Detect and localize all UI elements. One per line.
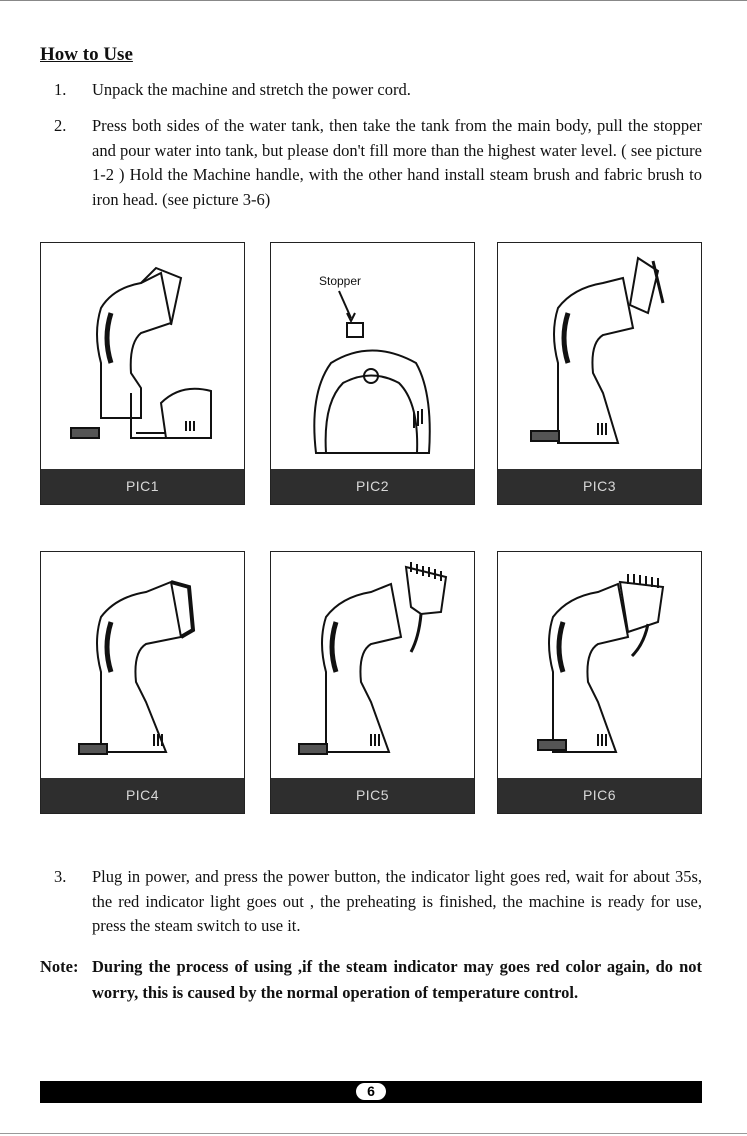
picture-caption: PIC4 bbox=[41, 778, 244, 813]
picture-4 bbox=[40, 551, 245, 814]
picture-3 bbox=[497, 242, 702, 505]
picture-6 bbox=[497, 551, 702, 814]
steamer-fabric-brush-illustration bbox=[41, 552, 244, 778]
steamer-steam-brush-illustration bbox=[271, 552, 474, 778]
page-number: 6 bbox=[356, 1083, 386, 1100]
step-number: 2. bbox=[54, 116, 67, 135]
step-3 bbox=[40, 865, 702, 939]
picture-caption: PIC1 bbox=[41, 469, 244, 504]
note-text: During the process of using ,if the steam indicator may goes red color again, do not worry, this is caused by the normal operation of temperature control. bbox=[92, 957, 702, 1002]
step-text: Plug in power, and press the power button, the indicator light goes red, wait for about 35s, the red indicator light goes out , the preheating is finished, the machine is ready for use, press the steam switch to use it. bbox=[92, 867, 702, 935]
stopper-callout: Stopper bbox=[319, 274, 362, 288]
picture-caption: PIC2 bbox=[271, 469, 474, 504]
top-rule bbox=[0, 0, 747, 1]
step-1 bbox=[40, 78, 702, 103]
step-2 bbox=[40, 114, 702, 212]
picture-caption: PIC5 bbox=[271, 778, 474, 813]
steamer-brush-installed-illustration bbox=[498, 552, 701, 778]
picture-1 bbox=[40, 242, 245, 505]
section-heading: How to Use bbox=[40, 44, 133, 65]
step-number: 1. bbox=[54, 80, 67, 99]
note-label: Note: bbox=[40, 957, 79, 976]
picture-caption: PIC3 bbox=[498, 469, 701, 504]
bottom-rule bbox=[0, 1133, 747, 1134]
step-text: Press both sides of the water tank, then take the tank from the main body, pull the stopper and pour water into tank, but please don't fill more than the highest water level. ( see picture 1-2 ) Hold the Machine handle, with the other hand install steam brush and fabric brush to iron head. (see picture 3-6) bbox=[92, 116, 702, 209]
step-text: Unpack the machine and stretch the power cord. bbox=[92, 80, 411, 99]
step-number: 3. bbox=[54, 867, 67, 886]
note bbox=[40, 954, 702, 1006]
picture-5 bbox=[270, 551, 475, 814]
steamer-brush-attach-illustration bbox=[498, 243, 701, 469]
picture-2 bbox=[270, 242, 475, 505]
steamer-tank-removed-illustration bbox=[41, 243, 244, 469]
water-tank-stopper-illustration bbox=[271, 243, 474, 469]
picture-caption: PIC6 bbox=[498, 778, 701, 813]
